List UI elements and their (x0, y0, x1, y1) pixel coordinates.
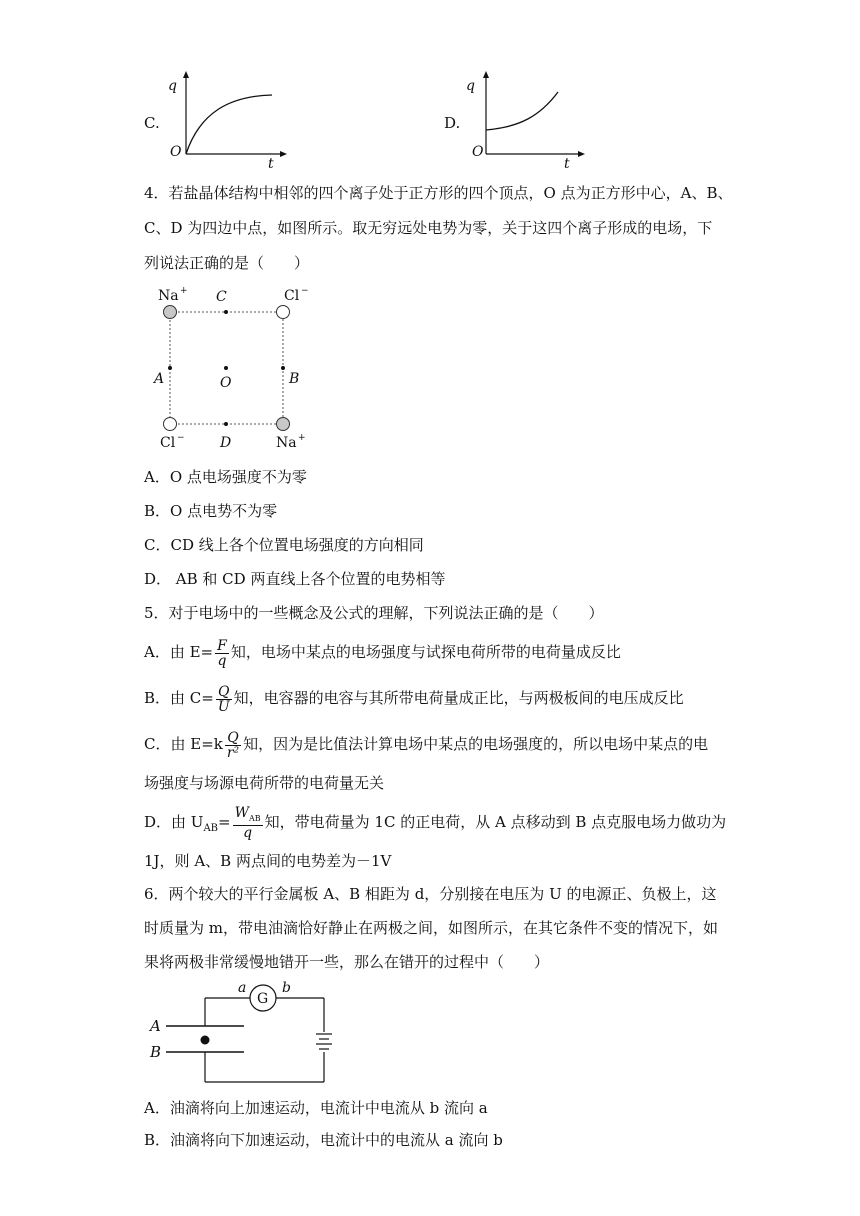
point-d (224, 422, 228, 426)
q4-stem-line1: 4．若盐晶体结构中相邻的四个离子处于正方形的四个顶点，O 点为正方形中心，A、B、 (144, 184, 733, 202)
y-label: q (168, 78, 177, 94)
q5-stem: 5．对于电场中的一些概念及公式的理解，下列说法正确的是（ ） (144, 604, 604, 622)
label-a: A (154, 371, 165, 387)
label-bottom-right-sup: + (298, 433, 306, 443)
origin-label: O (170, 144, 182, 160)
q5-d-num: W (234, 804, 249, 821)
q5-option-c-line2: 场强度与场源电荷所带的电荷量无关 (144, 774, 385, 792)
q5-option-a[interactable] (144, 632, 621, 672)
q5-a-den: q (217, 652, 227, 669)
x-axis-arrow (578, 151, 585, 157)
plate-b-label: B (150, 1043, 162, 1061)
q4-option-d[interactable]: D． AB 和 CD 两直线上各个位置的电势相等 (144, 570, 446, 588)
q3-c-curve (186, 95, 272, 154)
q5-a-num: F (217, 637, 227, 654)
q4-ion-square-figure (150, 284, 320, 454)
q4-option-a[interactable]: A．O 点电场强度不为零 (144, 468, 307, 486)
terminal-b-label: b (282, 980, 291, 996)
ion-top-left (164, 306, 177, 319)
terminal-a-label: a (238, 980, 247, 996)
label-bottom-left: Cl (160, 435, 176, 451)
q6-option-a[interactable]: A．油滴将向上加速运动，电流计中电流从 b 流向 a (144, 1099, 488, 1117)
q5-c-num: Q (225, 731, 241, 746)
q5-b-pre: B．由 C= (144, 689, 214, 707)
q3-option-c-label[interactable]: C. (144, 114, 160, 132)
q5-option-d-line2: 1J，则 A、B 两点间的电势差为－1V (144, 852, 392, 870)
q5-d-sub: AB (203, 823, 219, 834)
q4-option-c[interactable]: C．CD 线上各个位置电场强度的方向相同 (144, 536, 424, 554)
q5-b-den: U (217, 698, 230, 715)
q5-option-b[interactable] (144, 678, 684, 718)
q5-a-post: 知，电场中某点的电场强度与试探电荷所带的电荷量成反比 (230, 643, 621, 661)
ion-bottom-left (164, 418, 177, 431)
point-b (281, 366, 285, 370)
y-axis-arrow (483, 71, 489, 78)
q5-c-fraction (225, 731, 241, 760)
y-label: q (466, 78, 475, 94)
q5-b-fraction (216, 685, 232, 714)
label-top-right-sup: − (301, 286, 309, 296)
point-a (168, 366, 172, 370)
q5-d-pre: D．由 U (144, 813, 204, 831)
q5-option-c[interactable] (144, 724, 708, 764)
label-top-left-sup: + (180, 286, 188, 296)
q5-option-d[interactable] (144, 802, 726, 849)
x-axis-arrow (280, 151, 287, 157)
x-label: t (268, 156, 274, 172)
q4-stem-line3: 列说法正确的是（ ） (144, 254, 310, 272)
q5-c-post: 知，因为是比值法计算电场中某点的电场强度的，所以电场中某点的电 (243, 735, 709, 753)
q5-b-post: 知，电容器的电容与其所带电荷量成正比，与两极板间的电压成反比 (233, 689, 684, 707)
q5-d-eq: = (218, 813, 231, 831)
q5-b-num: Q (216, 685, 232, 700)
q4-option-b[interactable]: B．O 点电势不为零 (144, 502, 278, 520)
q5-a-pre: A．由 E= (144, 643, 214, 661)
origin-label: O (472, 144, 484, 160)
galvanometer-label: G (257, 991, 269, 1007)
point-c (224, 310, 228, 314)
plate-a-label: A (150, 1017, 161, 1035)
point-o (224, 366, 228, 370)
label-b: B (289, 371, 300, 387)
label-bottom-right: Na (276, 435, 297, 451)
q3-option-d-label[interactable]: D. (444, 114, 461, 132)
ion-top-right (277, 306, 290, 319)
q6-stem-line2: 时质量为 m，带电油滴恰好静止在两极之间，如图所示，在其它条件不变的情况下，如 (144, 919, 718, 937)
label-top-right: Cl (284, 288, 300, 304)
q6-option-b[interactable]: B．油滴将向下加速运动，电流计中的电流从 a 流向 b (144, 1131, 503, 1149)
q6-circuit-figure (146, 980, 346, 1090)
y-axis-arrow (183, 71, 189, 78)
oil-drop (201, 1036, 210, 1045)
label-top-left: Na (158, 288, 179, 304)
x-label: t (564, 156, 570, 172)
q5-c-pre: C．由 E=k (144, 735, 223, 753)
label-o: O (220, 375, 232, 391)
q3-d-curve (486, 92, 558, 130)
label-bottom-left-sup: − (177, 433, 185, 443)
label-c: C (216, 289, 227, 305)
q6-stem-line3: 果将两极非常缓慢地错开一些，那么在错开的过程中（ ） (144, 953, 550, 971)
q3-graph-d (466, 72, 590, 172)
q5-d-num-wrap (233, 806, 263, 827)
ion-bottom-right (277, 418, 290, 431)
q5-d-post: 知，带电荷量为 1C 的正电荷，从 A 点移动到 B 点克服电场力做功为 (264, 813, 727, 831)
q5-d-den: q (243, 825, 253, 842)
q5-a-fraction (215, 639, 229, 668)
q5-d-num-sub: AB (248, 813, 261, 823)
label-d: D (220, 435, 232, 451)
q5-d-fraction (233, 806, 263, 841)
q5-c-den: r² (226, 744, 240, 761)
q3-graph-c (168, 72, 290, 172)
q6-stem-line1: 6．两个较大的平行金属板 A、B 相距为 d，分别接在电压为 U 的电源正、负极上，这 (144, 885, 717, 903)
q4-stem-line2: C、D 为四边中点，如图所示。取无穷远处电势为零，关于这四个离子形成的电场，下 (144, 219, 713, 237)
